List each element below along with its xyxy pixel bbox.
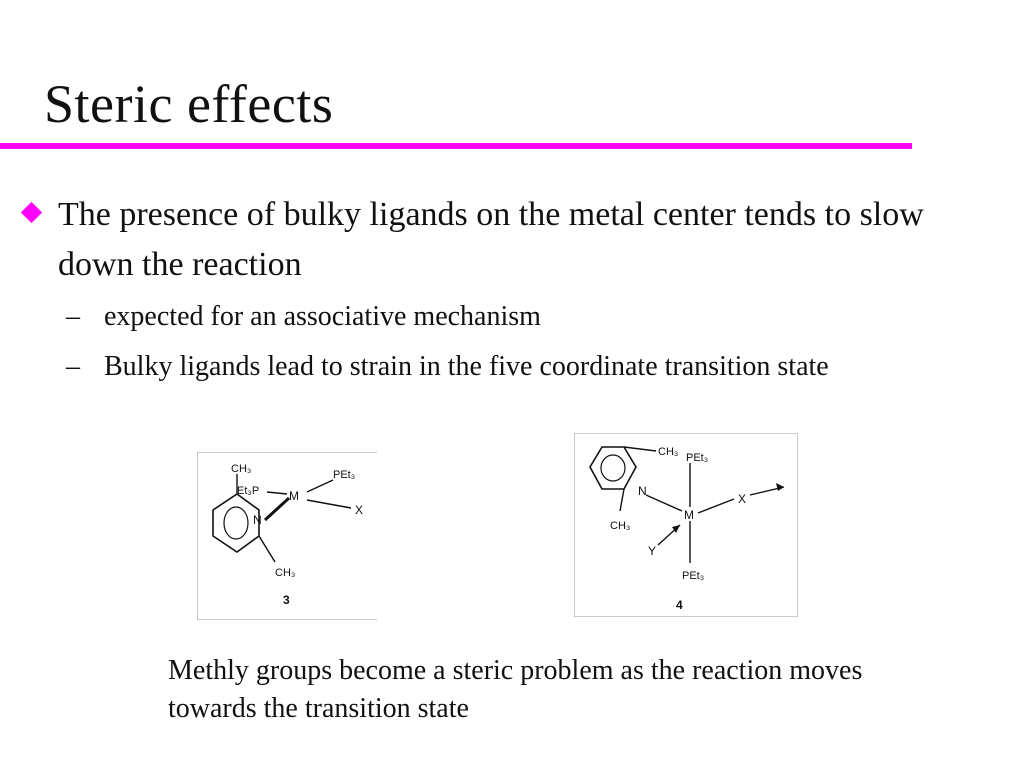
ch3-label: CH₃ <box>231 463 252 475</box>
diamond-bullet-icon <box>21 202 42 223</box>
ch3-label: CH₃ <box>275 567 296 579</box>
x-ligand-label: X <box>355 503 364 517</box>
title-underline <box>0 143 912 149</box>
sub-bullet-dash: – <box>66 301 80 332</box>
sub-bullet-dash: – <box>66 351 80 382</box>
figure-number: 4 <box>676 598 683 612</box>
nitrogen-label: N <box>638 484 647 498</box>
nitrogen-label: N <box>253 513 262 527</box>
x-ligand-label: X <box>738 492 747 506</box>
structure-3-drawing <box>197 452 377 620</box>
sub-bullet-1: expected for an associative mechanism <box>104 301 541 332</box>
structure-figure-3 <box>197 452 377 620</box>
ch3-label: CH₃ <box>610 520 631 532</box>
pet3-label: PEt₃ <box>682 570 705 582</box>
pet3-label: PEt₃ <box>686 452 709 464</box>
pet3-label: PEt₃ <box>333 469 356 481</box>
structure-4-drawing <box>574 433 798 617</box>
ch3-label: CH₃ <box>658 446 679 458</box>
metal-label: M <box>289 489 299 503</box>
slide-title: Steric effects <box>44 74 334 134</box>
metal-label: M <box>684 508 694 522</box>
figure-caption: Methly groups become a steric problem as the reaction moves towards the transition state <box>168 655 863 724</box>
figure-number: 3 <box>283 593 290 607</box>
main-bullet-text: The presence of bulky ligands on the metal center tends to slow down the reaction <box>58 196 924 283</box>
y-ligand-label: Y <box>648 544 657 558</box>
structure-figure-4 <box>574 433 798 617</box>
et3p-label: Et₃P <box>237 485 260 497</box>
sub-bullet-2: Bulky ligands lead to strain in the five coordinate transition state <box>104 351 829 382</box>
